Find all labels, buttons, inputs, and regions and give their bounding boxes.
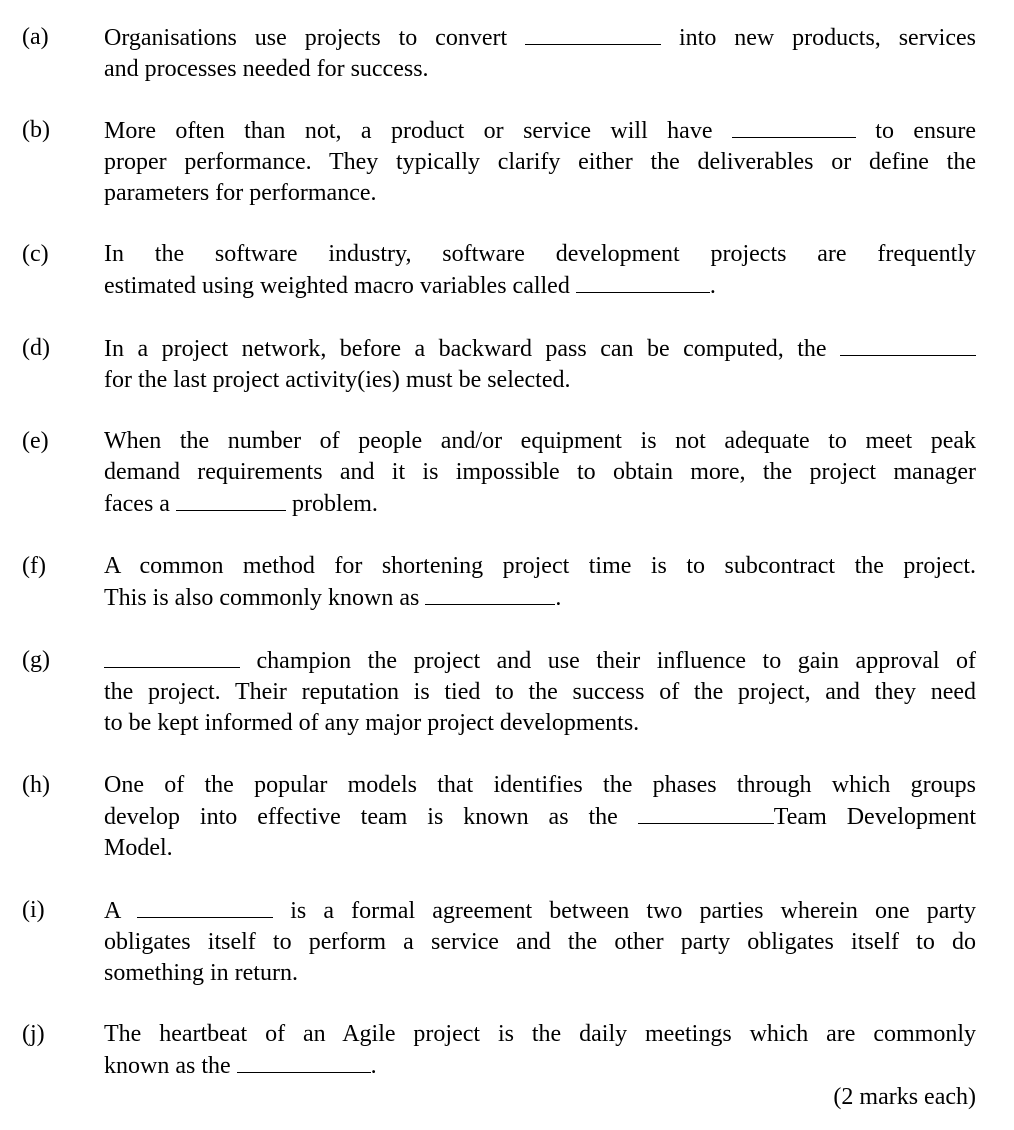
answer-blank [137,895,273,918]
question-label: (d) [22,335,50,361]
question-label: (f) [22,553,46,579]
question-text: One of the popular models that identifies the phases through which groups develop into effective team is known as the Team Development Model. [104,772,977,861]
question-text: A is a formal agreement between two parties wherein one party obligates itself to perform a service and the other party obligates itself to do something in return. [104,895,976,989]
question-label: (g) [22,647,50,673]
answer-blank [525,22,661,45]
question-label: (h) [22,772,50,798]
answer-blank [176,488,286,511]
question-text: In the software industry, software development projects are frequently estimated using weighted macro variables called . [104,241,976,299]
answer-blank [732,115,856,138]
marks-note: (2 marks each) [833,1084,976,1110]
answer-blank [237,1050,371,1073]
question-label: (j) [22,1021,45,1047]
answer-blank [425,582,555,605]
answer-blank [840,333,976,356]
question-text: champion the project and use their influence to gain approval of the project. Their reputation is tied to the success of the project, and they need to be kept informed of any major project developments. [104,645,976,739]
question-text: More often than not, a product or service will have to ensure proper performance. They typically clarify either the deliverables or define the parameters for performance. [104,115,976,209]
question-text: In a project network, before a backward pass can be computed, the for the last project activity(ies) must be selected. [104,333,976,396]
question-label: (c) [22,241,49,267]
question-label: (b) [22,117,50,143]
answer-blank [638,801,774,824]
question-text: The heartbeat of an Agile project is the daily meetings which are commonly known as the . [104,1021,976,1079]
question-text: When the number of people and/or equipment is not adequate to meet peak demand requirements and it is impossible to obtain more, the project manager faces a problem. [104,428,976,517]
question-label: (a) [22,24,49,50]
question-text: A common method for shortening project time is to subcontract the project. This is also commonly known as . [104,553,976,611]
answer-blank [104,645,240,668]
question-label: (i) [22,897,45,923]
question-label: (e) [22,428,49,454]
answer-blank [576,270,710,293]
question-text: Organisations use projects to convert into new products, services and processes needed for success. [104,22,976,85]
